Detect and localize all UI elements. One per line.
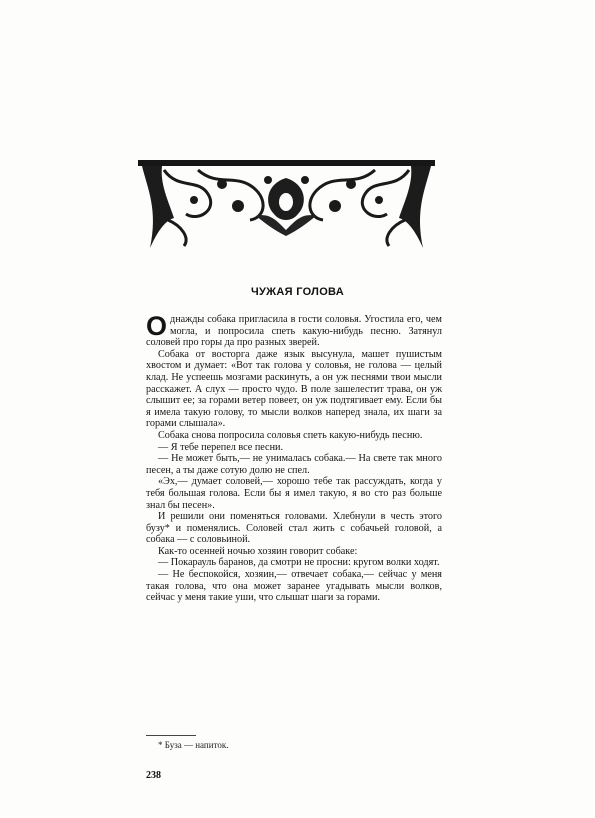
paragraph: — Я тебе перепел все песни. <box>158 441 284 453</box>
footnote: * Буза — напиток. <box>158 740 229 750</box>
floral-headpiece-ornament <box>138 160 435 252</box>
paragraph: Как-то осенней ночью хозяин говорит собаке: <box>158 545 358 557</box>
page-number: 238 <box>146 770 161 781</box>
story-title: ЧУЖАЯ ГОЛОВА <box>250 286 344 298</box>
paragraph: — Покарауль баранов, да смотри не просни: кругом волки ходят. <box>158 557 440 569</box>
paragraph: Собака от восторга даже язык высунула, машет пушистым хвостом и думает: «Вот так голова у соловья, не голова — целый клад. Не успеешь мозгами раскинуть, а он уж песнями твои мысли расскажет. А слух — просто чудо. В поле зашелестит трава, он уж слышит ее; за горами ветер повеет, он уж подтягивает ему. Если бы я имела такую голову, то мысли волков наперед знала, их шаги за горами слышала». <box>146 348 442 430</box>
paragraph: Однажды собака пригласила в гости соловья. Угостила его, чем могла, и попросила спеть какую-нибудь песню. Затянул соловей про горы да про разных зверей. <box>146 311 442 349</box>
paragraph: И решили они поменяться головами. Хлебнули в честь этого бузу* и поменялись. Соловей стал жить с собачьей головой, а собака — с соловьиной. <box>146 511 442 546</box>
paragraph: — Не беспокойся, хозяин,— отвечает собака,— сейчас у меня такая голова, что она может заранее угадывать мысли волков, сейчас у меня такие уши, что слышат шаги за горами. <box>146 569 442 604</box>
drop-cap: О <box>146 311 168 341</box>
story-body <box>146 311 442 604</box>
paragraph: Собака снова попросила соловья спеть какую-нибудь песню. <box>158 429 423 441</box>
footnote-divider <box>146 735 196 736</box>
paragraph: — Не может быть,— не унималась собака.— На свете так много песен, а ты даже сотую долю не спел. <box>146 453 442 476</box>
paragraph: «Эх,— думает соловей,— хорошо тебе так рассуждать, когда у тебя большая голова. Если бы я имел такую, я во сто раз больше знал бы песен». <box>146 476 442 511</box>
